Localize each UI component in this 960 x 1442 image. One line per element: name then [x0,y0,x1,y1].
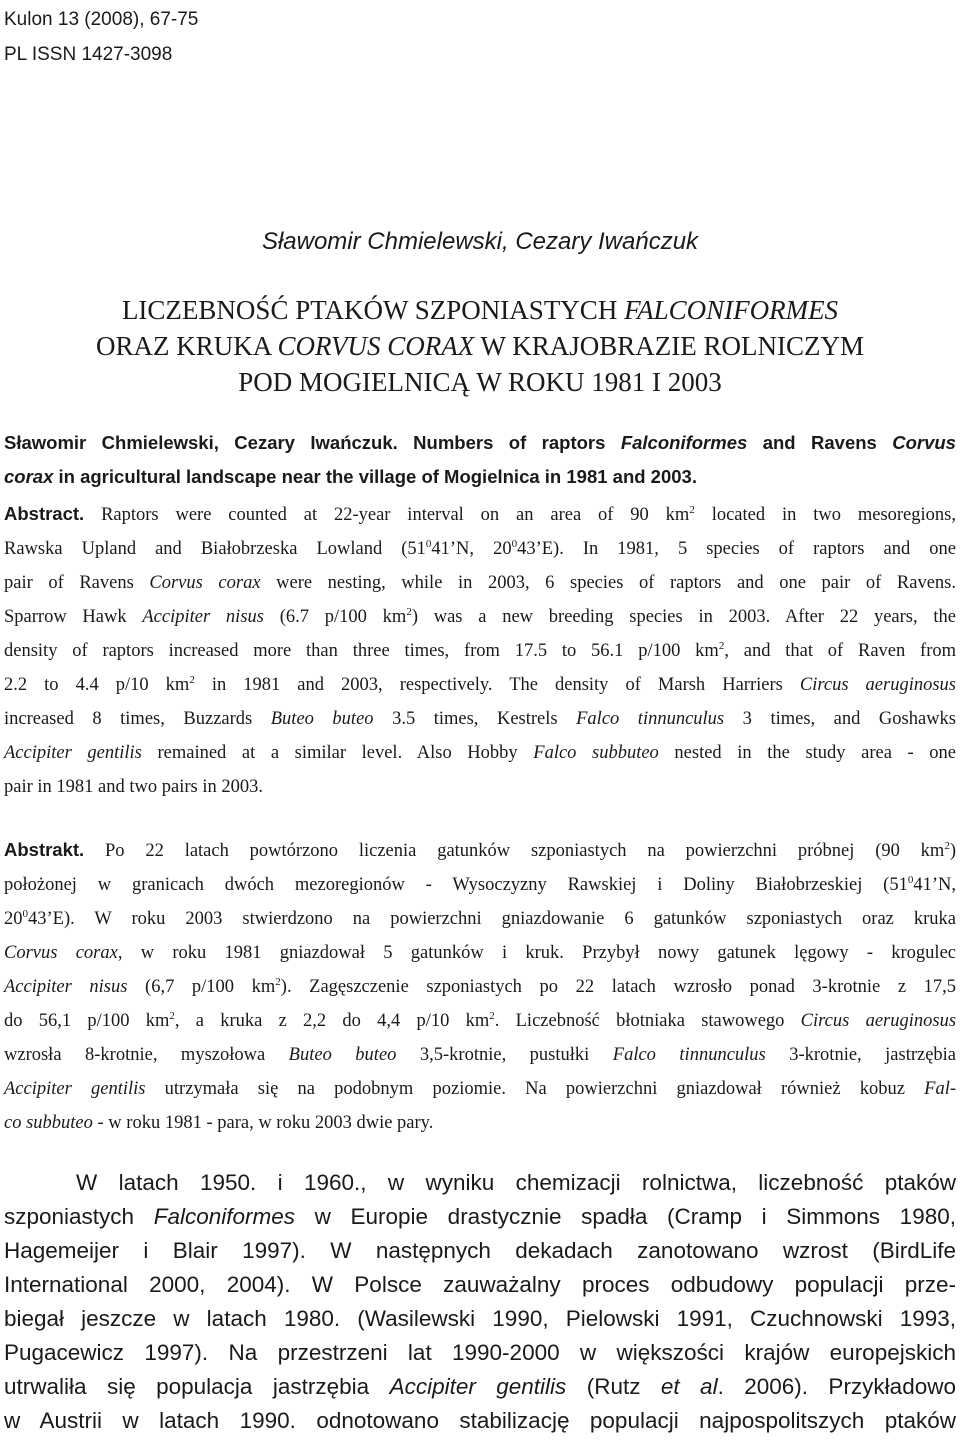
abstract-polish: Abstrakt. Po 22 latach powtórzono liczenia gatunków szponiastych na powierzchni próbnej (90 $km^2$) położonej w granicach dwóch mezoregionów - Wysoczyzny Rawskiej i Doliny Białobrzeskiej ($51^041’N$, $20^043’E$). W roku 2003 stwierdzono na powierzchni gniazdowanie 6 gatunków szponiastych oraz kruka Corvus corax, w roku 1981 gniazdował 5 gatunków i kruk. Przybył nowy gatunek lęgowy - krogulec Accipiter nisus (6,7 p/100 $km^2$). Zagęszczenie szponiastych po 22 latach wzrosło ponad 3-krotnie z 17,5 do 56,1 p/100 $km^2$, a kruka z 2,2 do 4,4 p/10 $km^2$. Liczebność błotniaka stawowego Circus aeruginosus wzrosła 8-krotnie, myszołowa Buteo buteo 3,5-krotnie, pustułki Falco tinnunculus 3-krotnie, jastrzębia Accipiter gentilis utrzymała się na podobnym poziomie. Na powierzchni gniazdował również kobuz Fal- co subbuteo - w roku 1981 - para, w roku 2003 dwie pary. [4,839,957,1133]
title-line-1: LICZEBNOŚĆ PTAKÓW SZPONIASTYCH FALCONIFORMES [121,295,839,325]
english-citation: Sławomir Chmielewski, Cezary Iwańczuk. Numbers of raptors Falconiformes and Ravens Corvus corax in agricultural landscape near the village of Mogielnica in 1981 and 2003. [4,432,956,487]
body-text: W latach 1950. i 1960., w wyniku chemizacji rolnictwa, liczebność ptaków szponiastych Falconiformes w Europie drastycznie spadła (Cramp i Simmons 1980, Hagemeijer i Blair 1997). W następnych dekadach zanotowano wzrost (BirdLife International 2000, 2004). W Polsce zauważalny proces odbudowy populacji prze- biegał jeszcze w latach 1980. (Wasilewski 1990, Pielowski 1991, Czuchnowski 1993, Pugacewicz 1997). Na przestrzeni lat 1990-2000 w większości krajów europejskich utrwaliła się populacja jastrzębia Accipiter gentilis (Rutz et al. 2006). Przykładowo w Austrii w latach 1990. odnotowano stabilizację populacji najpospolitszych ptaków [4,1170,956,1433]
title-line-3: POD MOGIELNICĄ W ROKU 1981 I 2003 [238,367,722,397]
abstract-label: Abstract. [4,503,85,524]
article-title [0,292,960,400]
journal-header [4,2,198,72]
abstract-english: Abstract. Raptors were counted at 22-year interval on an area of 90 $km^2$ located in two mesoregions, Rawska Upland and Białobrzeska Lowland ($51^041’N$, $20^043’E$). In 1981, 5 species of raptors and one pair of Ravens Corvus corax were nesting, while in 2003, 6 species of raptors and one pair of Ravens. Sparrow Hawk Accipiter nisus (6.7 p/100 $km^2$) was a new breeding species in 2003. After 22 years, the density of raptors increased more than three times, from 17.5 to 56.1 p/100 $km^2$, and that of Raven from 2.2 to 4.4 p/10 $km^2$ in 1981 and 2003, respectively. The density of Marsh Harriers Circus aeruginosus increased 8 times, Buzzards Buteo buteo 3.5 times, Kestrels Falco tinnunculus 3 times, and Goshawks Accipiter gentilis remained at a similar level. Also Hobby Falco subbuteo nested in the study area - one pair in 1981 and two pairs in 2003. [4,503,957,797]
title-line-2: ORAZ KRUKA CORVUS CORAX W KRAJOBRAZIE ROLNICZYM [95,331,865,361]
journal-citation: Kulon 13 (2008), 67-75 [4,9,199,30]
journal-issn: PL ISSN 1427-3098 [4,44,173,65]
abstrakt-label: Abstrakt. [4,839,85,860]
article-authors: Sławomir Chmielewski, Cezary Iwańczuk [261,228,699,255]
